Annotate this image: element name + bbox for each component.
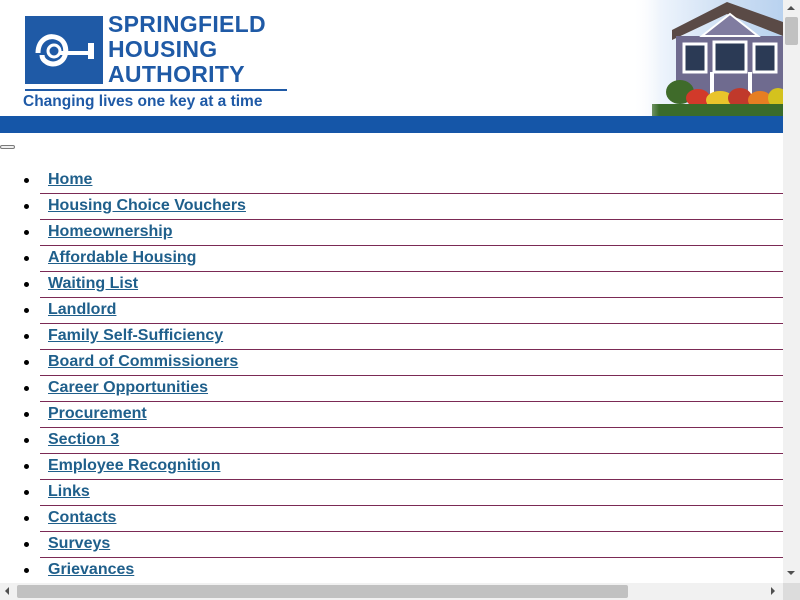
nav-link-links[interactable]: Links xyxy=(48,483,90,500)
bullet-icon xyxy=(24,282,29,287)
house-photo xyxy=(632,0,783,116)
nav-item-affordable-housing xyxy=(0,246,783,272)
bullet-icon xyxy=(24,490,29,495)
bullet-icon xyxy=(24,438,29,443)
nav-item-board-of-commissioners xyxy=(0,350,783,376)
nav-link-affordable-housing[interactable]: Affordable Housing xyxy=(48,249,197,266)
scroll-down-icon[interactable] xyxy=(787,571,795,575)
nav-item-row xyxy=(40,402,783,428)
horizontal-scroll-thumb[interactable] xyxy=(17,585,628,598)
scroll-right-icon[interactable] xyxy=(771,587,775,595)
logo-divider xyxy=(25,89,287,91)
nav-item-homeownership xyxy=(0,220,783,246)
nav-item-row xyxy=(40,272,783,298)
nav-link-procurement[interactable]: Procurement xyxy=(48,405,147,422)
nav-link-landlord[interactable]: Landlord xyxy=(48,301,117,318)
header-bar xyxy=(0,116,783,133)
nav-link-contacts[interactable]: Contacts xyxy=(48,509,117,526)
nav-link-section-3[interactable]: Section 3 xyxy=(48,431,120,448)
nav-item-row xyxy=(40,298,783,324)
bullet-icon xyxy=(24,464,29,469)
nav-item-links xyxy=(0,480,783,506)
nav-item-employee-recognition xyxy=(0,454,783,480)
nav-link-grievances[interactable]: Grievances xyxy=(48,561,135,578)
bullet-icon xyxy=(24,542,29,547)
nav-item-row xyxy=(40,220,783,246)
bullet-icon xyxy=(24,256,29,261)
nav-item-row xyxy=(40,532,783,558)
nav-item-career-opportunities xyxy=(0,376,783,402)
nav-item-row xyxy=(40,376,783,402)
nav-item-home xyxy=(0,168,783,194)
nav-item-row xyxy=(40,480,783,506)
org-name-line3: AUTHORITY xyxy=(108,61,245,87)
nav-item-row xyxy=(40,168,783,194)
menu-toggle-button[interactable] xyxy=(0,145,15,149)
nav-item-row xyxy=(40,324,783,350)
bullet-icon xyxy=(24,230,29,235)
org-name-line2: HOUSING xyxy=(108,36,218,62)
nav-link-homeownership[interactable]: Homeownership xyxy=(48,223,173,240)
bullet-icon xyxy=(24,334,29,339)
vertical-scroll-thumb[interactable] xyxy=(785,17,798,45)
tagline: Changing lives one key at a time xyxy=(23,93,263,110)
vertical-scrollbar[interactable] xyxy=(783,0,800,583)
scroll-up-icon[interactable] xyxy=(787,6,795,10)
nav-link-career-opportunities[interactable]: Career Opportunities xyxy=(48,379,209,396)
main-navigation xyxy=(0,168,783,583)
key-logo-icon[interactable] xyxy=(25,16,103,84)
nav-link-housing-choice-vouchers[interactable]: Housing Choice Vouchers xyxy=(48,197,246,214)
bullet-icon xyxy=(24,178,29,183)
nav-item-row xyxy=(40,350,783,376)
nav-item-procurement xyxy=(0,402,783,428)
bullet-icon xyxy=(24,204,29,209)
bullet-icon xyxy=(24,360,29,365)
nav-item-row xyxy=(40,454,783,480)
nav-item-row xyxy=(40,428,783,454)
scroll-left-icon[interactable] xyxy=(5,587,9,595)
nav-item-contacts xyxy=(0,506,783,532)
nav-item-waiting-list xyxy=(0,272,783,298)
nav-item-surveys xyxy=(0,532,783,558)
scrollbar-corner xyxy=(783,583,800,600)
bullet-icon xyxy=(24,516,29,521)
nav-item-grievances xyxy=(0,558,783,583)
nav-link-home[interactable]: Home xyxy=(48,171,93,188)
bullet-icon xyxy=(24,308,29,313)
organization-name xyxy=(108,12,266,87)
nav-item-row xyxy=(40,194,783,220)
nav-item-row xyxy=(40,246,783,272)
nav-item-row xyxy=(40,506,783,532)
nav-item-row xyxy=(40,558,783,583)
nav-link-family-self-sufficiency[interactable]: Family Self-Sufficiency xyxy=(48,327,224,344)
nav-link-employee-recognition[interactable]: Employee Recognition xyxy=(48,457,221,474)
bullet-icon xyxy=(24,412,29,417)
org-name-line1: SPRINGFIELD xyxy=(108,11,266,37)
nav-item-family-self-sufficiency xyxy=(0,324,783,350)
bullet-icon xyxy=(24,568,29,573)
site-header xyxy=(0,0,783,116)
bullet-icon xyxy=(24,386,29,391)
nav-link-waiting-list[interactable]: Waiting List xyxy=(48,275,139,292)
nav-link-board-of-commissioners[interactable]: Board of Commissioners xyxy=(48,353,239,370)
nav-item-housing-choice-vouchers xyxy=(0,194,783,220)
nav-link-surveys[interactable]: Surveys xyxy=(48,535,111,552)
horizontal-scrollbar[interactable] xyxy=(0,583,783,600)
nav-item-landlord xyxy=(0,298,783,324)
nav-item-section-3 xyxy=(0,428,783,454)
